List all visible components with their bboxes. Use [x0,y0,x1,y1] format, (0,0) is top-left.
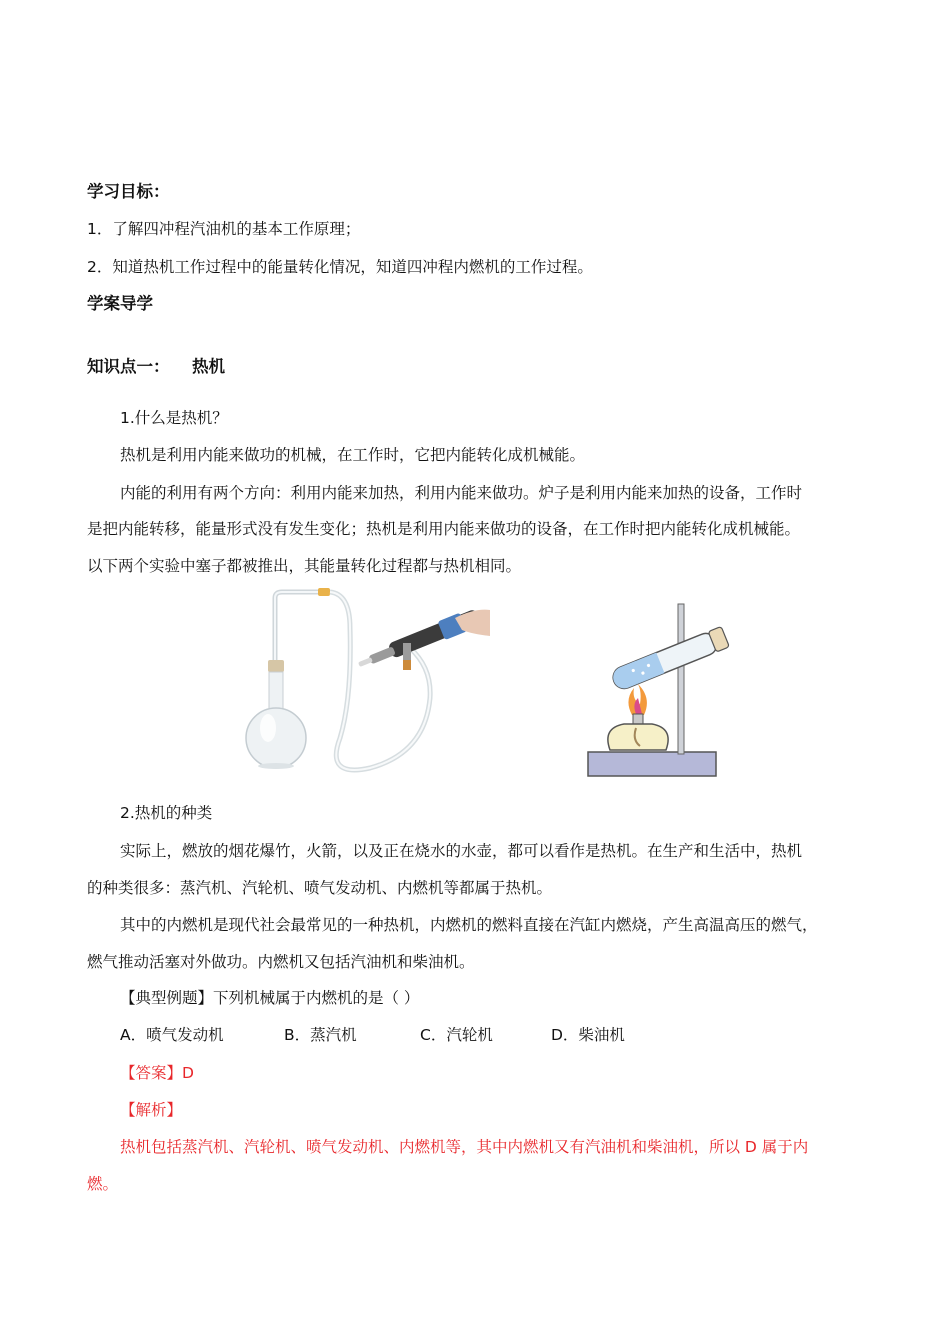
knowledge-point-label: 知识点一： [87,357,170,376]
section2-paragraph-2-line-1: 其中的内燃机是现代社会最常见的一种热机，内燃机的燃料直接在汽缸内燃烧，产生高温高压的燃气， [120,916,818,934]
option-a: A．喷气发动机 [120,1026,224,1044]
objective-item-1: 1．了解四冲程汽油机的基本工作原理； [87,220,361,238]
analysis-line-2: 燃。 [87,1175,119,1193]
option-b: B．蒸汽机 [284,1026,357,1044]
example-stem: 【典型例题】下列机械属于内燃机的是（ ） [120,989,420,1007]
section2-paragraph-1-line-1: 实际上，燃放的烟花爆竹，火箭，以及正在烧水的水壶，都可以看作是热机。在生产和生活中，热机 [120,842,803,860]
flask-igniter-illustration [240,588,490,783]
objectives-heading: 学习目标： [87,182,170,201]
knowledge-point-title: 热机 [192,357,225,376]
section2-title: 2.热机的种类 [120,804,213,822]
analysis-label: 【解析】 [120,1101,183,1119]
guide-heading: 学案导学 [87,294,153,313]
objective-item-2: 2．知道热机工作过程中的能量转化情况，知道四冲程内燃机的工作过程。 [87,258,593,276]
option-c: C．汽轮机 [420,1026,493,1044]
analysis-line-1: 热机包括蒸汽机、汽轮机、喷气发动机、内燃机等，其中内燃机又有汽油机和柴油机，所以 D 属于内 [120,1138,809,1156]
section1-question: 1.什么是热机？ [120,409,228,427]
section1-paragraph-1: 热机是利用内能来做功的机械，在工作时，它把内能转化成机械能。 [120,446,586,464]
section2-paragraph-1-line-2: 的种类很多：蒸汽机、汽轮机、喷气发动机、内燃机等都属于热机。 [87,879,553,897]
answer-label: 【答案】D [120,1064,194,1082]
section1-paragraph-2-line-1: 内能的利用有两个方向：利用内能来加热，利用内能来做功。炉子是利用内能来加热的设备，工作时 [120,484,803,502]
section2-paragraph-2-line-2: 燃气推动活塞对外做功。内燃机又包括汽油机和柴油机。 [87,953,475,971]
test-tube-heating-illustration [580,600,730,785]
section1-paragraph-2-line-2: 是把内能转移，能量形式没有发生变化；热机是利用内能来做功的设备，在工作时把内能转化成机械能。 [87,520,801,538]
option-d: D．柴油机 [551,1026,625,1044]
section1-paragraph-2-line-3: 以下两个实验中塞子都被推出，其能量转化过程都与热机相同。 [87,557,522,575]
